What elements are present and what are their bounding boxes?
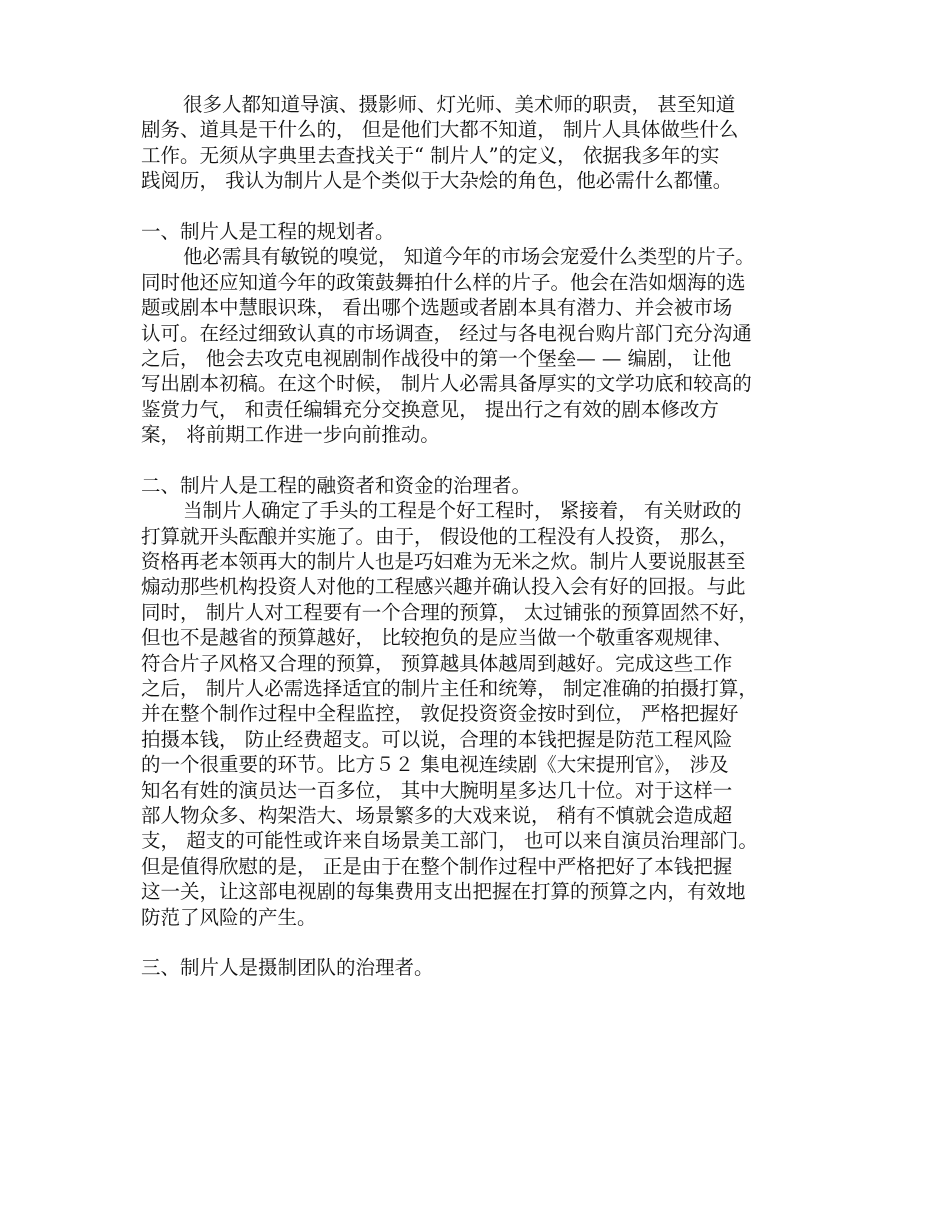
paragraph-line: 防范了风险的产生。 [141, 905, 317, 929]
intro-paragraph [141, 92, 831, 194]
section-1 [141, 219, 831, 448]
document-page [141, 92, 831, 981]
paragraph-line: 之后， 制片人必需选择适宜的制片主任和统筹， 制定准确的拍摄打算， [141, 676, 758, 700]
paragraph-line: 写出剧本初稿。在这个时候， 制片人必需具备厚实的文学功底和较高的 [141, 372, 752, 396]
paragraph-line: 认可。在经过细致认真的市场调查， 经过与各电视台购片部门充分沟通 [141, 321, 752, 345]
paragraph-line: 工作。无须从字典里去查找关于“ 制片人”的定义， 依据我多年的实 [141, 143, 720, 167]
paragraph-line: 同时他还应知道今年的政策鼓舞拍什么样的片子。他会在浩如烟海的选 [141, 270, 746, 294]
paragraph-line: 并在整个制作过程中全程监控， 敦促投资资金按时到位， 严格把握好 [141, 702, 739, 726]
paragraph-line: 但也不是越省的预算越好， 比较抱负的是应当做一个敬重客观规律、 [141, 626, 733, 650]
paragraph-line: 但是值得欣慰的是， 正是由于在整个制作过程中严格把好了本钱把握 [141, 854, 733, 878]
paragraph-line: 当制片人确定了手头的工程是个好工程时， 紧接着， 有关财政的 [183, 499, 742, 523]
paragraph-line: 拍摄本钱， 防止经费超支。可以说，合理的本钱把握是防范工程风险 [141, 727, 733, 751]
paragraph-line: 践阅历， 我认为制片人是个类似于大杂烩的角色，他必需什么都懂。 [141, 169, 733, 193]
paragraph-line: 鉴赏力气， 和责任编辑充分交换意见， 提出行之有效的剧本修改方 [141, 397, 719, 421]
section-heading: 三、制片人是摄制团队的治理者。 [141, 956, 434, 980]
paragraph-line: 之后， 他会去攻克电视剧制作战役中的第一个堡垒— — 编剧， 让他 [141, 346, 732, 370]
section-heading: 二、制片人是工程的融资者和资金的治理者。 [141, 473, 532, 497]
paragraph-line: 支， 超支的可能性或许来自场景美工部门， 也可以来自演员治理部门。 [141, 829, 758, 853]
paragraph-line: 他必需具有敏锐的嗅觉， 知道今年的市场会宠爱什么类型的片子。 [183, 245, 755, 269]
section-3 [141, 955, 831, 980]
section-2 [141, 473, 831, 930]
paragraph-line: 的一个很重要的环节。比方５２ 集电视连续剧《大宋提刑官》， 涉及 [141, 753, 729, 777]
paragraph-line: 同时， 制片人对工程要有一个合理的预算， 太过铺张的预算固然不好， [141, 600, 758, 624]
paragraph-line: 部人物众多、构架浩大、场景繁多的大戏来说， 稍有不慎就会造成超 [141, 803, 733, 827]
paragraph-line: 煽动那些机构投资人对他的工程感兴趣并确认投入会有好的回报。与此 [141, 575, 746, 599]
paragraph-line: 这一关，让这部电视剧的每集费用支出把握在打算的预算之内，有效地 [141, 880, 746, 904]
paragraph-line: 案， 将前期工作进一步向前推动。 [141, 423, 440, 447]
paragraph-line: 很多人都知道导演、摄影师、灯光师、美术师的职责， 甚至知道 [183, 93, 736, 116]
paragraph-line: 题或剧本中慧眼识珠， 看出哪个选题或者剧本具有潜力、并会被市场 [141, 296, 733, 320]
paragraph-line: 资格再老本领再大的制片人也是巧妇难为无米之炊。制片人要说服甚至 [141, 550, 746, 574]
paragraph-line: 打算就开头酝酿并实施了。由于， 假设他的工程没有人投资， 那么， [141, 524, 739, 548]
paragraph-gap [141, 194, 831, 219]
section-heading: 一、制片人是工程的规划者。 [141, 219, 395, 243]
paragraph-line: 知名有姓的演员达一百多位， 其中大腕明星多达几十位。对于这样一 [141, 778, 733, 802]
paragraph-line: 符合片子风格又合理的预算， 预算越具体越周到越好。完成这些工作 [141, 651, 733, 675]
paragraph-gap [141, 447, 831, 472]
paragraph-gap [141, 930, 831, 955]
paragraph-line: 剧务、道具是干什么的， 但是他们大都不知道， 制片人具体做些什么 [141, 118, 739, 142]
